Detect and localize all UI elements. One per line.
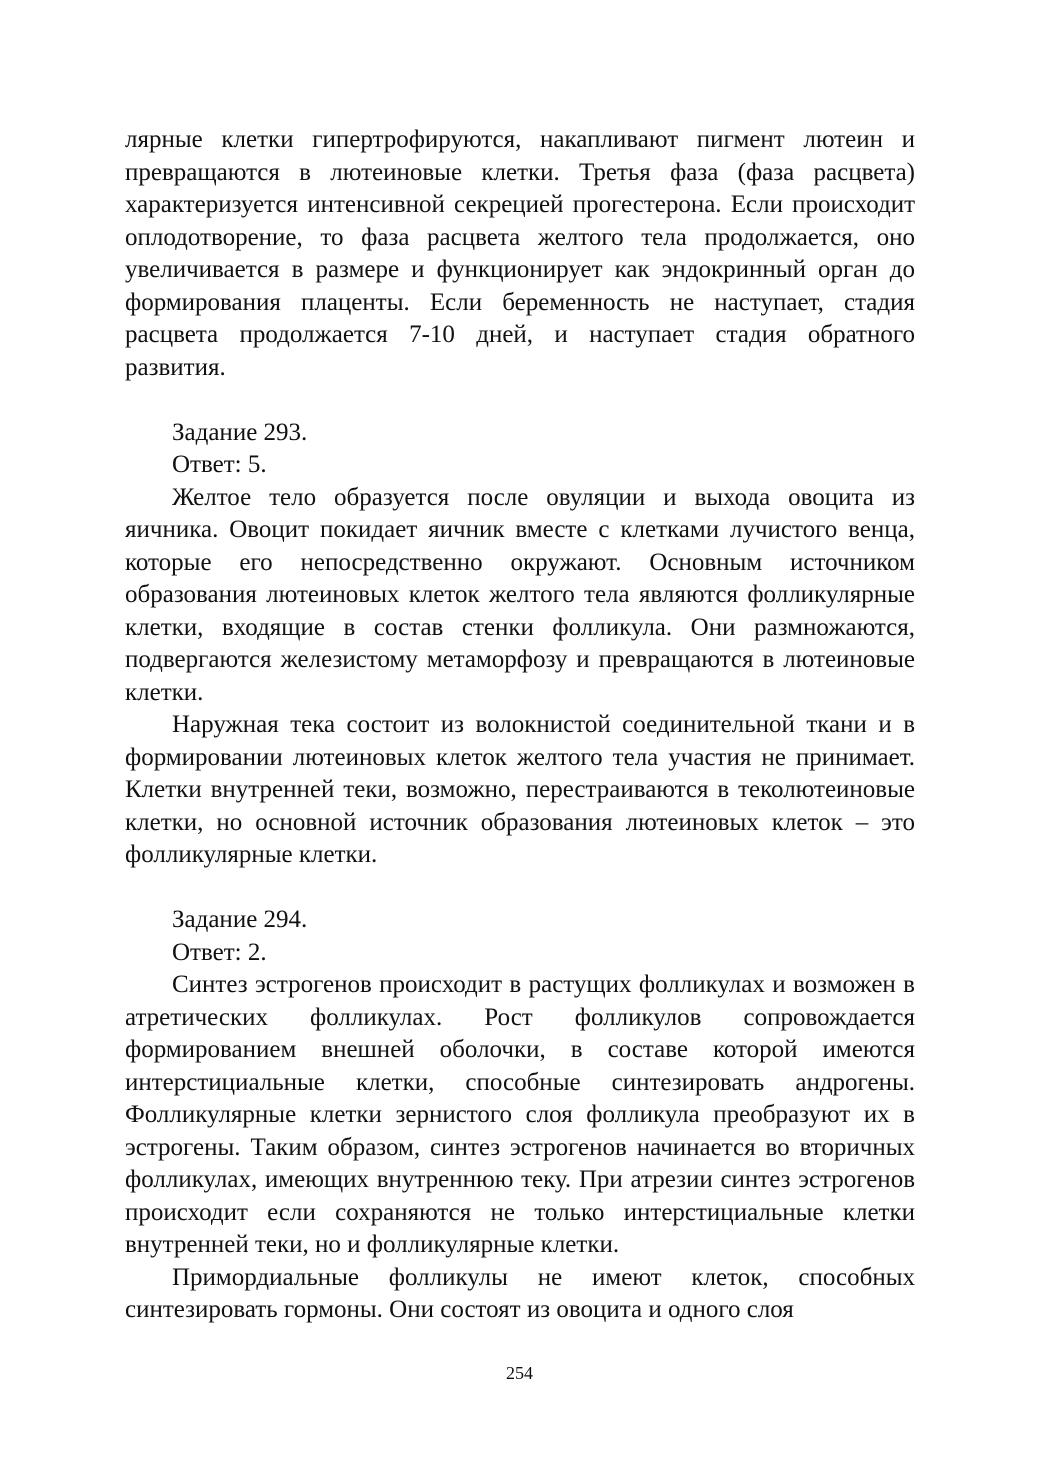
task-293-paragraph-1: Желтое тело образуется после овуляции и выхода овоцита из яичника. Овоцит покидает яичник вместе с клетками лучистого венца, которые его непосредственно окружают. Основным источником образования лютеиновых клеток желтого тела являются фолликулярные клетки, входящие в состав стенки фолликула. Они размножаются, подвергаются железистому метаморфозу и превращаются в лютеиновые клетки. (125, 483, 915, 706)
task-294-paragraph-1: Синтез эстрогенов происходит в растущих фолликулах и возможен в атретических фолликулах. Рост фолликулов сопровождается формированием внешней оболочки, в составе которой имеются интерстициальные клетки, способные синтезировать андрогены. Фолликулярные клетки зернистого слоя фолликула преобразуют их в эстрогены. Таким образом, синтез эстрогенов начинается во вторичных фолликулах, имеющих внутреннюю теку. При атрезии синтез эстрогенов происходит если сохраняются не только интерстициальные клетки внутренней теки, но и фолликулярные клетки. (125, 971, 915, 1258)
task-293-paragraph-2: Наружная тека состоит из волокнистой соединительной ткани и в формировании лютеиновых клеток желтого тела участия не принимает. Клетки внутренней теки, возможно, перестраиваются в теколютеиновые клетки, но основной источник образования лютеиновых клеток – это фолликулярные клетки. (125, 711, 915, 868)
page-body (125, 124, 915, 1327)
task-294-title: Задание 294. (172, 906, 308, 933)
task-293-title: Задание 293. (172, 418, 308, 446)
intro-paragraph: лярные клетки гипертрофируются, накапливают пигмент лютеин и превращаются в лютеиновые клетки. Третья фаза (фаза расцвета) характеризуется интенсивной секрецией прогестерона. Если происходит оплодотворение, то фаза расцвета желтого тела продолжается, оно увеличивается в размере и функционирует как эндокринный орган до формирования плаценты. Если беременность не наступает, стадия расцвета продолжается 7-10 дней, и наступает стадия обратного развития. (125, 126, 915, 381)
task-293-answer: Ответ: 5. (172, 451, 267, 478)
task-293-section (125, 417, 915, 872)
task-294-section (125, 904, 915, 1327)
page-number: 254 (506, 1363, 533, 1383)
task-294-paragraph-2: Примордиальные фолликулы не имеют клеток, способных синтезировать гормоны. Они состоят из овоцита и одного слоя (125, 1263, 915, 1323)
task-294-answer: Ответ: 2. (172, 938, 267, 966)
